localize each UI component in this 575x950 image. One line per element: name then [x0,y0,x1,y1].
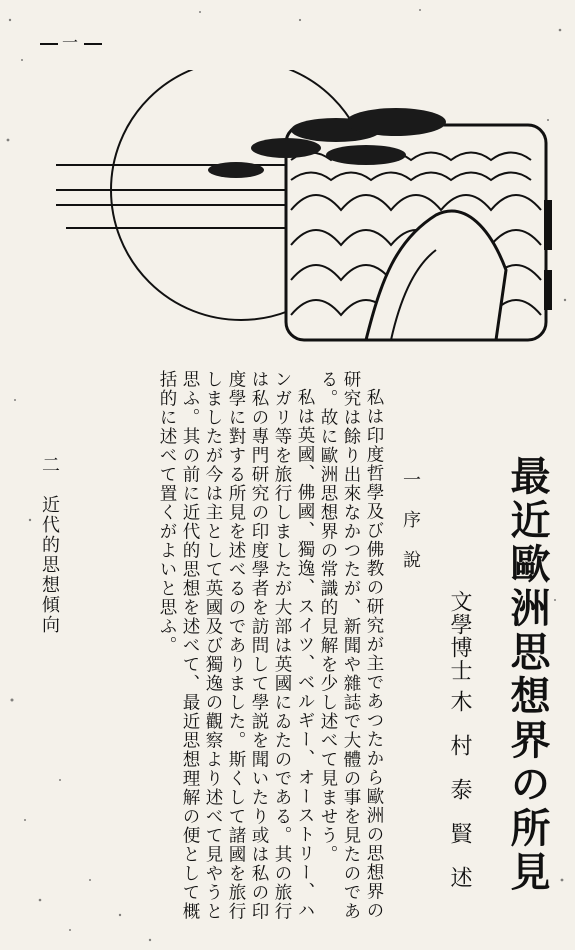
page-number: 一 [36,30,106,53]
header-illustration [36,70,556,345]
body-text [155,370,385,930]
paragraph: 私は英國、佛國、獨逸、スイツ、ベルギー、オーストリー、ハンガリ等を旅行しましたが大部は英國にゐたのである。其の旅行は私の專門研究の印度學者を訪問して學説を聞いたり或は私の印度學に對する所見を述べるのでありました。斯くして諸國を旅行しましたが今は主として英國及び獨逸の觀察より述べて見やうと思ふ。其の前に近代的思想を述べて、最近思想理解の便として概括的に述べて置くがよいと思ふ。 [157,370,315,921]
section-heading-modern-thought: 二 近代的思想傾向 [39,455,60,635]
paragraph: 私は印度哲學及び佛教の研究が主であつたから歐洲の思想界の研究は餘り出來なかつたが、新聞や雜誌で大體の事を見たのである。故に歐洲思想界の常識的見解を少し述べて見ませう。 [318,370,384,921]
author-name: 木村泰賢述 [447,690,472,910]
article-title: 最近歐洲思想界の所見 [504,455,551,895]
section-heading-intro: 一 序 說 [400,470,421,570]
author-degree: 文學博士 [447,590,472,682]
